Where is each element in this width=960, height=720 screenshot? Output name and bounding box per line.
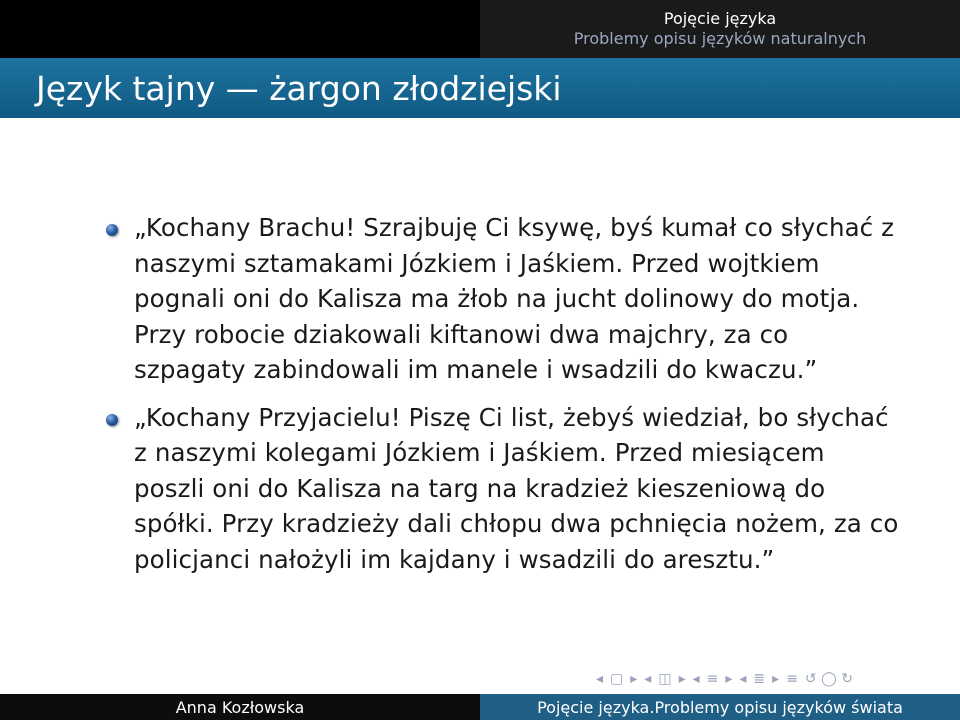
header-left-panel <box>0 0 480 58</box>
top-header <box>0 0 960 58</box>
nav-next-section-icon[interactable]: ▸ <box>678 671 686 687</box>
nav-prev-subsection-icon[interactable]: ◂ <box>692 671 700 687</box>
nav-subsection-icon[interactable]: ≡ <box>706 671 719 687</box>
footer-author: Anna Kozłowska <box>175 697 305 717</box>
nav-frame-icon[interactable]: ▢ <box>610 671 624 687</box>
header-subsection-title[interactable]: Problemy opisu języków naturalnych <box>573 29 867 48</box>
footer-short-title: Pojęcie języka.Problemy opisu języków świata <box>537 697 903 717</box>
nav-prev-frame-icon[interactable]: ◂ <box>596 671 604 687</box>
bullet-ball-icon <box>106 414 118 426</box>
nav-next-subsection-icon[interactable]: ▸ <box>725 671 733 687</box>
navigation-symbols <box>596 668 956 690</box>
nav-subsubsection-icon[interactable]: ≣ <box>753 671 766 687</box>
nav-align-icon[interactable]: ≡ <box>786 671 798 687</box>
bullet-ball-icon <box>106 224 118 236</box>
bullet-text: „Kochany Przyjacielu! Piszę Ci list, żebyś wiedział, bo słychać z naszymi kolegami Józkiem i Jaśkiem. Przed miesiącem poszli oni do Kalisza na targ na kradzież kieszeniową do spółki. Przy kradzieży dali chłopu dwa pchnięcia nożem, za co policjanci nałożyli im kajdany i wsadzili do aresztu.” <box>134 402 899 574</box>
nav-search-icon[interactable]: ↺ ◯ ↻ <box>804 671 853 687</box>
nav-next-frame-icon[interactable]: ▸ <box>630 671 638 687</box>
nav-prev-section-icon[interactable]: ◂ <box>644 671 652 687</box>
frame-title: Język tajny — żargon złodziejski <box>36 68 562 108</box>
bullet-item <box>0 210 960 388</box>
nav-next-subsubsection-icon[interactable]: ▸ <box>772 671 780 687</box>
nav-prev-subsubsection-icon[interactable]: ◂ <box>739 671 747 687</box>
footer <box>0 694 960 720</box>
footer-left-panel <box>0 694 480 720</box>
footer-right-panel <box>480 694 960 720</box>
bullet-text: „Kochany Brachu! Szrajbuję Ci ksywę, byś kumał co słychać z naszymi sztamakami Józkiem i Jaśkiem. Przed wojtkiem pognali oni do Kalisza ma żłob na jucht dolinowy do motja. Przy robocie dziakowali kiftanowi dwa majchry, za co szpagaty zabindowali im manele i wsadzili do kwaczu.” <box>134 213 895 384</box>
slide-content <box>0 210 960 577</box>
frame-title-bar <box>0 58 960 118</box>
nav-section-icon[interactable]: ◫ <box>658 671 672 687</box>
header-right-panel <box>480 0 960 58</box>
bullet-item <box>0 400 960 578</box>
header-section-title[interactable]: Pojęcie języka <box>663 9 777 28</box>
